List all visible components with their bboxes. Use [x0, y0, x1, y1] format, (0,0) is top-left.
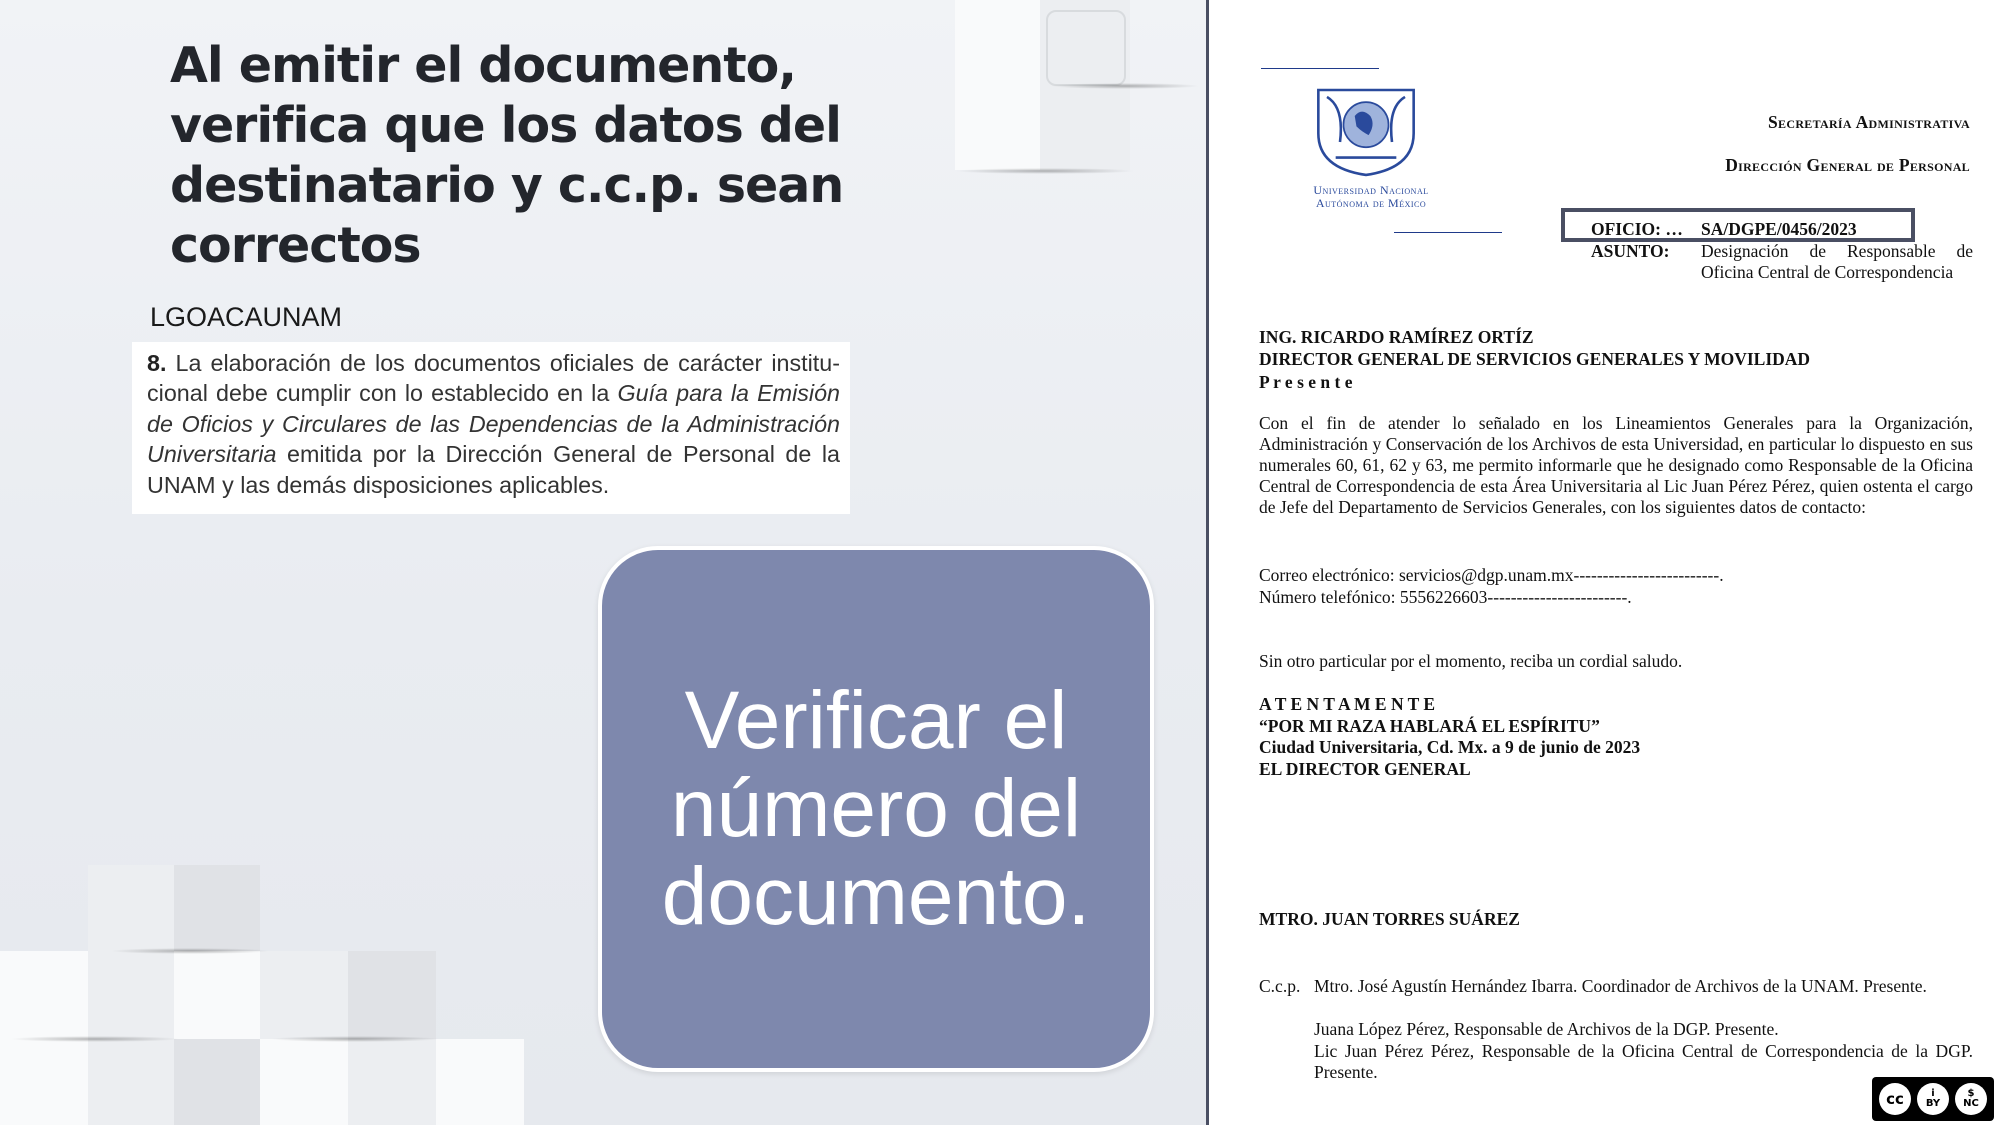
deco-block: [88, 1039, 174, 1125]
article-text-2: emitida por la Dirección General de Personal de la UNAM y las demás disposiciones aplicables.: [147, 441, 840, 498]
contact-phone: Número telefónico: 5556226603------------------------.: [1259, 587, 1632, 607]
deco-block: [955, 85, 1040, 170]
by-label: BY: [1925, 1098, 1941, 1109]
deco-block: [0, 1039, 88, 1125]
deco-shadow: [1050, 83, 1200, 89]
deco-block: [260, 1039, 348, 1125]
nc-icon: $ NC: [1955, 1083, 1987, 1115]
header-direccion: Dirección General de Personal: [1725, 155, 1970, 175]
atentamente: A T E N T A M E N T E: [1259, 694, 1436, 714]
divider: [1261, 68, 1379, 69]
signer-title: EL DIRECTOR GENERAL: [1259, 759, 1471, 779]
seal-caption: Universidad Nacional Autónoma de México: [1313, 183, 1429, 210]
deco-block: [174, 951, 260, 1039]
oficio-label: OFICIO: …: [1591, 219, 1683, 239]
deco-shadow: [10, 1036, 180, 1042]
callout-text: Verificar el número del documento.: [661, 675, 1091, 942]
by-icon: i BY: [1917, 1083, 1949, 1115]
article-guide-title: Guía para la Emisión de Oficios y Circulares de las Dependencias de la Administración Universitaria: [147, 380, 840, 468]
deco-block: [955, 0, 1040, 85]
law-reference: LGOACAUNAM: [150, 302, 343, 332]
unam-seal-icon: [1301, 74, 1431, 184]
contact-email: Correo electrónico: servicios@dgp.unam.mx-------------------------.: [1259, 565, 1724, 585]
deco-block: [0, 951, 88, 1039]
closing-line: Sin otro particular por el momento, reciba un cordial saludo.: [1259, 651, 1683, 671]
oficio-number: SA/DGPE/0456/2023: [1701, 219, 1857, 239]
ccp-item-3: Lic Juan Pérez Pérez, Responsable de la Oficina Central de Correspondencia de la DGP. Presente.: [1314, 1041, 1973, 1082]
asunto-label: ASUNTO:: [1591, 241, 1670, 261]
faint-seal-icon: [1046, 10, 1126, 86]
place-date: Ciudad Universitaria, Cd. Mx. a 9 de junio de 2023: [1259, 737, 1641, 757]
deco-block: [436, 1039, 524, 1125]
deco-shadow: [110, 948, 270, 954]
callout-box: [598, 546, 1154, 1072]
deco-shadow: [270, 1036, 440, 1042]
ccp-item-1: Mtro. José Agustín Hernández Ibarra. Coordinador de Archivos de la UNAM. Presente.: [1314, 976, 1927, 996]
deco-block: [260, 951, 348, 1039]
recipient-name: ING. RICARDO RAMÍREZ ORTÍZ: [1259, 327, 1534, 347]
deco-block: [348, 951, 436, 1039]
article-number: 8.: [147, 350, 167, 376]
deco-shadow: [955, 168, 1135, 174]
asunto-text: Designación de Responsable de Oficina Central de Correspondencia: [1701, 241, 1973, 282]
law-article-excerpt: [132, 342, 850, 514]
cc-icon: cc: [1879, 1083, 1911, 1115]
deco-block: [348, 1039, 436, 1125]
deco-block: [88, 865, 174, 951]
deco-block: [88, 951, 174, 1039]
deco-block: [1040, 85, 1130, 170]
official-letter: [1206, 0, 2000, 1125]
deco-block: [174, 1039, 260, 1125]
ccp-label: C.c.p.: [1259, 976, 1301, 996]
cc-license-icon[interactable]: [1872, 1077, 1994, 1121]
article-text-1: La elaboración de los documentos oficiales de carácter institu-cional debe cumplir con lo establecido en la: [147, 350, 840, 407]
slide-title: Al emitir el documento, verifica que los datos del destinatario y c.c.p. sean correctos: [170, 37, 844, 274]
deco-block: [174, 865, 260, 951]
recipient-title: DIRECTOR GENERAL DE SERVICIOS GENERALES Y MOVILIDAD: [1259, 349, 1811, 369]
letter-body: Con el fin de atender lo señalado en los Lineamientos Generales para la Organización, Administración y Conservación de los Archivos de esta Universidad, en particular lo dispuesto en sus numerales 60, 61, 62 y 63, me permito informarle que he designado como Responsable de la Oficina Central de Correspondencia de esta Área Universitaria al Lic Juan Pérez Pérez, quien ostenta el cargo de Jefe del Departamento de Servicios Generales, con los siguientes datos de contacto:: [1259, 413, 1973, 517]
header-secretaria: Secretaría Administrativa: [1768, 112, 1970, 132]
motto: “POR MI RAZA HABLARÁ EL ESPÍRITU”: [1259, 716, 1600, 736]
ccp-item-2: Juana López Pérez, Responsable de Archivos de la DGP. Presente.: [1314, 1019, 1779, 1039]
signer-name: MTRO. JUAN TORRES SUÁREZ: [1259, 909, 1520, 929]
nc-label: NC: [1963, 1098, 1979, 1109]
divider: [1394, 232, 1502, 233]
presente: P r e s e n t e: [1259, 372, 1353, 392]
